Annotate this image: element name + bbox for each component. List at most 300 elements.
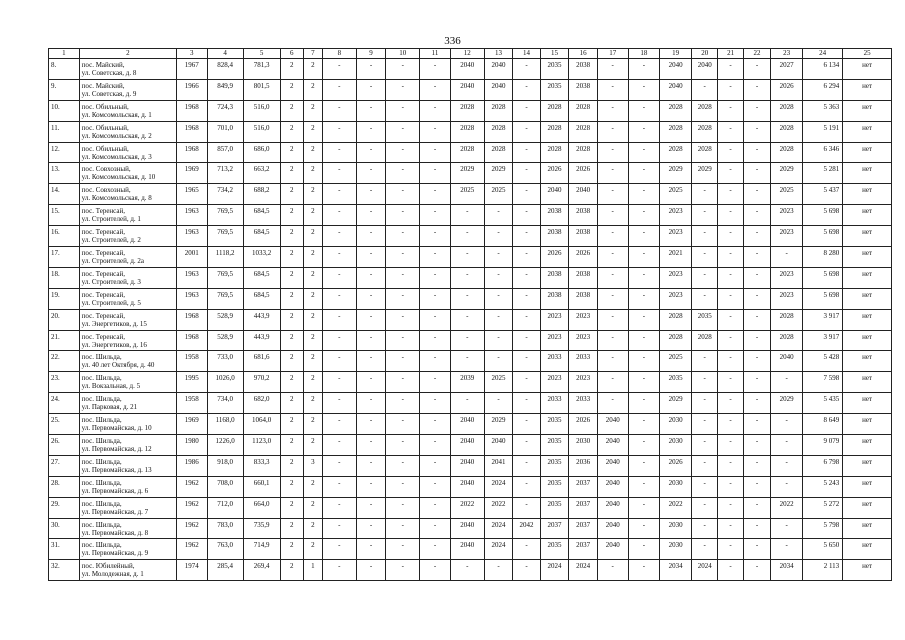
data-cell: - (743, 309, 771, 330)
data-cell: нет (843, 372, 892, 393)
data-cell: - (628, 247, 660, 268)
address-line: пос. Шильда, (81, 437, 122, 446)
data-cell: - (628, 560, 660, 581)
row-number-cell: 18. (49, 267, 80, 288)
data-cell: 2035 (540, 497, 569, 518)
data-cell: - (718, 393, 743, 414)
data-cell: 2040 (597, 435, 628, 456)
data-cell: 2028 (771, 309, 803, 330)
data-cell: - (356, 226, 386, 247)
data-cell: - (597, 393, 628, 414)
data-cell: - (691, 497, 717, 518)
data-cell: 2 (280, 393, 303, 414)
address-line: ул. Комсомольская, д. 2 (81, 131, 152, 140)
data-cell: - (743, 226, 771, 247)
data-cell: 1962 (176, 539, 207, 560)
data-cell: 2040 (450, 455, 484, 476)
table-row (49, 372, 892, 393)
data-cell: - (743, 79, 771, 100)
address-line: ул. Первомайская, д. 10 (81, 424, 152, 433)
data-cell: 833,3 (243, 455, 280, 476)
data-cell: - (356, 497, 386, 518)
data-cell: - (628, 205, 660, 226)
data-cell: 2040 (597, 539, 628, 560)
address-line: ул. Первомайская, д. 12 (81, 445, 152, 454)
data-cell: 684,5 (243, 288, 280, 309)
data-cell: 2029 (691, 163, 717, 184)
data-cell: 2028 (771, 330, 803, 351)
data-cell: - (771, 455, 803, 476)
data-cell: 2028 (691, 121, 717, 142)
data-cell: - (691, 518, 717, 539)
data-cell: 5 698 (803, 226, 843, 247)
data-cell: - (322, 226, 356, 247)
data-cell: - (513, 309, 541, 330)
data-cell: 2024 (484, 518, 513, 539)
data-cell: - (420, 59, 451, 80)
row-number-cell: 32. (49, 560, 80, 581)
table-row (49, 351, 892, 372)
data-cell: 6 294 (803, 79, 843, 100)
data-cell: - (450, 267, 484, 288)
data-cell: 2038 (569, 59, 598, 80)
data-cell: 769,5 (207, 205, 243, 226)
data-cell: 2030 (569, 435, 598, 456)
data-cell: - (484, 560, 513, 581)
data-cell: 918,0 (207, 455, 243, 476)
table-row (49, 414, 892, 435)
data-cell: 2 113 (803, 560, 843, 581)
data-cell: 2 (280, 121, 303, 142)
data-cell: - (743, 372, 771, 393)
data-cell: - (691, 393, 717, 414)
data-cell: 2026 (540, 247, 569, 268)
address-cell (79, 476, 176, 497)
data-cell: - (386, 455, 420, 476)
column-number-header: 23 (771, 49, 803, 59)
data-cell: - (484, 205, 513, 226)
data-cell: 1064,0 (243, 414, 280, 435)
address-line: пос. Шильда, (81, 499, 122, 508)
data-cell: - (322, 435, 356, 456)
data-cell: 2042 (513, 518, 541, 539)
row-number-cell: 10. (49, 100, 80, 121)
data-cell: 2040 (569, 184, 598, 205)
data-cell: - (718, 330, 743, 351)
address-line: ул. Советская, д. 8 (81, 69, 137, 77)
row-number-cell: 13. (49, 163, 80, 184)
data-cell: 2026 (569, 163, 598, 184)
data-cell: 763,0 (207, 539, 243, 560)
data-cell: 2029 (660, 163, 692, 184)
data-cell: - (597, 560, 628, 581)
data-cell: - (597, 184, 628, 205)
data-cell: 1 (303, 560, 322, 581)
address-line: пос. Шильда, (81, 416, 122, 425)
data-cell: - (450, 351, 484, 372)
data-cell: 2026 (540, 163, 569, 184)
data-cell: 2022 (771, 497, 803, 518)
address-cell (79, 163, 176, 184)
data-cell: - (386, 518, 420, 539)
data-cell: - (322, 309, 356, 330)
data-cell: 2040 (540, 184, 569, 205)
row-number-cell: 24. (49, 393, 80, 414)
address-cell (79, 142, 176, 163)
data-cell: 2028 (484, 121, 513, 142)
data-cell: 724,3 (207, 100, 243, 121)
address-line: ул. Комсомольская, д. 10 (81, 173, 156, 182)
data-cell: 2035 (660, 372, 692, 393)
data-cell: 2023 (771, 267, 803, 288)
data-cell: - (691, 372, 717, 393)
data-cell: - (628, 100, 660, 121)
data-cell: - (718, 163, 743, 184)
data-cell: - (513, 267, 541, 288)
data-cell: - (420, 142, 451, 163)
data-cell: 2 (303, 226, 322, 247)
data-cell: - (356, 121, 386, 142)
data-cell: 660,1 (243, 476, 280, 497)
data-cell: - (420, 184, 451, 205)
data-cell: - (356, 414, 386, 435)
data-cell: - (322, 560, 356, 581)
data-cell: 2025 (484, 184, 513, 205)
data-cell: - (356, 247, 386, 268)
data-cell: - (628, 518, 660, 539)
data-cell: 516,0 (243, 121, 280, 142)
data-cell: - (628, 163, 660, 184)
table-row (49, 100, 892, 121)
data-cell: 8 280 (803, 247, 843, 268)
data-cell: - (386, 226, 420, 247)
data-cell: 1986 (176, 455, 207, 476)
column-number-header: 4 (207, 49, 243, 59)
data-cell: - (718, 121, 743, 142)
row-number-cell: 22. (49, 351, 80, 372)
data-cell: - (322, 59, 356, 80)
data-cell: - (322, 518, 356, 539)
data-cell: нет (843, 560, 892, 581)
data-cell: - (628, 121, 660, 142)
data-cell: - (513, 455, 541, 476)
data-cell: 2029 (660, 393, 692, 414)
data-cell: - (743, 560, 771, 581)
data-cell: нет (843, 184, 892, 205)
data-cell: 443,9 (243, 309, 280, 330)
table-row (49, 79, 892, 100)
data-cell: 2 (303, 121, 322, 142)
data-cell: - (743, 288, 771, 309)
data-cell: - (420, 309, 451, 330)
data-cell: 1123,0 (243, 435, 280, 456)
data-cell: 2 (280, 351, 303, 372)
address-cell (79, 414, 176, 435)
data-cell: - (691, 539, 717, 560)
column-number-header: 3 (176, 49, 207, 59)
data-cell: 1958 (176, 351, 207, 372)
data-cell: - (513, 247, 541, 268)
address-cell (79, 539, 176, 560)
data-cell: 684,5 (243, 205, 280, 226)
data-cell: 2040 (484, 435, 513, 456)
row-number-cell: 25. (49, 414, 80, 435)
data-cell: 1995 (176, 372, 207, 393)
data-cell: 2040 (597, 414, 628, 435)
row-number-cell: 27. (49, 455, 80, 476)
column-number-header: 2 (79, 49, 176, 59)
data-cell: 849,9 (207, 79, 243, 100)
data-cell: - (743, 163, 771, 184)
column-number-header: 15 (540, 49, 569, 59)
data-cell: - (718, 247, 743, 268)
data-cell: 1962 (176, 497, 207, 518)
data-cell: - (420, 476, 451, 497)
data-cell: 682,0 (243, 393, 280, 414)
row-number-cell: 21. (49, 330, 80, 351)
data-cell: 2 (280, 372, 303, 393)
table-row (49, 539, 892, 560)
data-cell: - (450, 226, 484, 247)
page-number: 336 (444, 35, 461, 47)
data-cell: 2028 (691, 330, 717, 351)
data-cell: - (771, 476, 803, 497)
data-cell: 2023 (660, 205, 692, 226)
data-cell: 2040 (450, 476, 484, 497)
data-cell: - (513, 330, 541, 351)
data-cell: 2023 (540, 372, 569, 393)
data-cell: 2 (303, 414, 322, 435)
data-cell: - (322, 79, 356, 100)
data-cell: - (597, 288, 628, 309)
data-cell: нет (843, 330, 892, 351)
data-cell: - (356, 142, 386, 163)
data-cell: 2028 (450, 142, 484, 163)
data-cell: 5 281 (803, 163, 843, 184)
data-cell: нет (843, 205, 892, 226)
data-cell: 857,0 (207, 142, 243, 163)
address-line: пос. Юбилейный, (81, 562, 135, 571)
data-cell: - (420, 226, 451, 247)
data-cell: 2023 (569, 372, 598, 393)
row-number-cell: 15. (49, 205, 80, 226)
data-cell: 2040 (484, 59, 513, 80)
data-cell: 3 917 (803, 309, 843, 330)
data-cell: - (420, 497, 451, 518)
column-number-header: 6 (280, 49, 303, 59)
data-cell: 5 243 (803, 476, 843, 497)
data-cell: - (691, 414, 717, 435)
row-number-cell: 12. (49, 142, 80, 163)
address-line: пос. Совхозный, (81, 165, 131, 174)
data-cell: 2038 (569, 267, 598, 288)
data-cell: - (420, 100, 451, 121)
data-cell: 2034 (771, 560, 803, 581)
data-cell: - (597, 330, 628, 351)
data-cell: 713,2 (207, 163, 243, 184)
data-cell: - (771, 247, 803, 268)
address-line: пос. Теренсай, (81, 311, 125, 320)
data-cell: - (420, 205, 451, 226)
data-cell: - (484, 351, 513, 372)
data-cell: 2035 (540, 414, 569, 435)
data-cell: - (743, 435, 771, 456)
data-cell: 2028 (540, 121, 569, 142)
data-cell: - (322, 497, 356, 518)
data-cell: - (356, 288, 386, 309)
data-cell: 2040 (597, 476, 628, 497)
data-cell: 2040 (450, 414, 484, 435)
data-cell: 828,4 (207, 59, 243, 80)
data-cell: - (718, 59, 743, 80)
data-cell: нет (843, 539, 892, 560)
data-cell: 2 (280, 267, 303, 288)
data-cell: - (322, 163, 356, 184)
data-cell: - (513, 539, 541, 560)
data-cell: 2 (280, 414, 303, 435)
data-cell: 1168,0 (207, 414, 243, 435)
address-cell (79, 79, 176, 100)
data-cell: 2040 (597, 518, 628, 539)
column-number-header: 9 (356, 49, 386, 59)
data-cell: 2025 (660, 184, 692, 205)
data-cell: - (484, 288, 513, 309)
data-cell: 2023 (660, 267, 692, 288)
data-cell: - (718, 100, 743, 121)
data-cell: - (691, 267, 717, 288)
data-cell: 2 (280, 435, 303, 456)
data-cell: 2033 (540, 393, 569, 414)
data-cell: нет (843, 59, 892, 80)
address-line: пос. Теренсай, (81, 228, 125, 237)
address-cell (79, 288, 176, 309)
data-cell: - (420, 163, 451, 184)
data-cell: нет (843, 518, 892, 539)
capital-repair-schedule-table (48, 48, 892, 581)
data-cell: 3 (303, 455, 322, 476)
data-cell: - (628, 267, 660, 288)
data-cell: - (322, 414, 356, 435)
data-cell: - (691, 435, 717, 456)
address-line: пос. Обильный, (81, 102, 129, 111)
data-cell: 1980 (176, 435, 207, 456)
data-cell: 1968 (176, 330, 207, 351)
data-cell: - (420, 393, 451, 414)
data-cell: 2028 (660, 121, 692, 142)
data-cell: - (628, 393, 660, 414)
data-cell: - (743, 351, 771, 372)
data-cell: - (513, 59, 541, 80)
data-cell: 2037 (540, 518, 569, 539)
address-line: ул. Строителей, д. 2 (81, 236, 141, 245)
data-cell: 2040 (450, 518, 484, 539)
data-cell: 783,0 (207, 518, 243, 539)
data-cell: 2023 (771, 226, 803, 247)
data-cell: - (743, 539, 771, 560)
data-cell: - (386, 267, 420, 288)
data-cell: - (420, 267, 451, 288)
data-cell: - (743, 59, 771, 80)
data-cell: - (356, 393, 386, 414)
data-cell: - (691, 184, 717, 205)
data-cell: 6 346 (803, 142, 843, 163)
data-cell: 2033 (569, 351, 598, 372)
data-cell: - (597, 351, 628, 372)
data-cell: - (356, 476, 386, 497)
data-cell: 801,5 (243, 79, 280, 100)
data-cell: 5 272 (803, 497, 843, 518)
data-cell: 2 (303, 267, 322, 288)
table-row (49, 205, 892, 226)
data-cell: - (743, 476, 771, 497)
data-cell: 681,6 (243, 351, 280, 372)
data-cell: 2025 (660, 351, 692, 372)
data-cell: - (386, 205, 420, 226)
data-cell: 1963 (176, 288, 207, 309)
data-cell: - (718, 560, 743, 581)
row-number-cell: 9. (49, 79, 80, 100)
address-line: ул. Первомайская, д. 8 (81, 528, 149, 537)
row-number-cell: 29. (49, 497, 80, 518)
data-cell: 2025 (484, 372, 513, 393)
data-cell: 2 (280, 226, 303, 247)
data-cell: 2033 (569, 393, 598, 414)
data-cell: 2 (280, 560, 303, 581)
table-row (49, 288, 892, 309)
data-cell: - (420, 247, 451, 268)
data-cell: - (420, 455, 451, 476)
address-cell (79, 247, 176, 268)
address-cell (79, 560, 176, 581)
data-cell: 1974 (176, 560, 207, 581)
data-cell: 714,9 (243, 539, 280, 560)
data-cell: - (718, 267, 743, 288)
data-cell: - (718, 497, 743, 518)
table-row (49, 560, 892, 581)
data-cell: - (597, 309, 628, 330)
data-cell: 2 (280, 497, 303, 518)
data-cell: 2028 (569, 100, 598, 121)
address-line: пос. Обильный, (81, 144, 129, 153)
address-line: пос. Теренсай, (81, 207, 125, 216)
data-cell: 5 437 (803, 184, 843, 205)
address-line: ул. Строителей, д. 2а (81, 257, 145, 266)
data-cell: - (386, 309, 420, 330)
table-row (49, 142, 892, 163)
address-line: ул. Комсомольская, д. 8 (81, 194, 152, 203)
data-cell: - (322, 539, 356, 560)
column-number-header: 10 (386, 49, 420, 59)
data-cell: 2030 (660, 518, 692, 539)
data-cell: 6 134 (803, 59, 843, 80)
data-cell: - (386, 79, 420, 100)
data-cell: 6 798 (803, 455, 843, 476)
address-cell (79, 309, 176, 330)
data-cell: 2028 (569, 142, 598, 163)
data-cell: 3 917 (803, 330, 843, 351)
data-cell: - (450, 330, 484, 351)
data-cell: 2 (303, 79, 322, 100)
row-number-cell: 8. (49, 59, 80, 80)
address-line: ул. Строителей, д. 3 (81, 277, 141, 286)
data-cell: 2030 (660, 476, 692, 497)
data-cell: - (450, 247, 484, 268)
data-cell: 2025 (450, 184, 484, 205)
address-line: пос. Теренсай, (81, 269, 125, 278)
address-line: ул. Первомайская, д. 13 (81, 465, 152, 474)
table-row (49, 247, 892, 268)
data-cell: 1963 (176, 205, 207, 226)
